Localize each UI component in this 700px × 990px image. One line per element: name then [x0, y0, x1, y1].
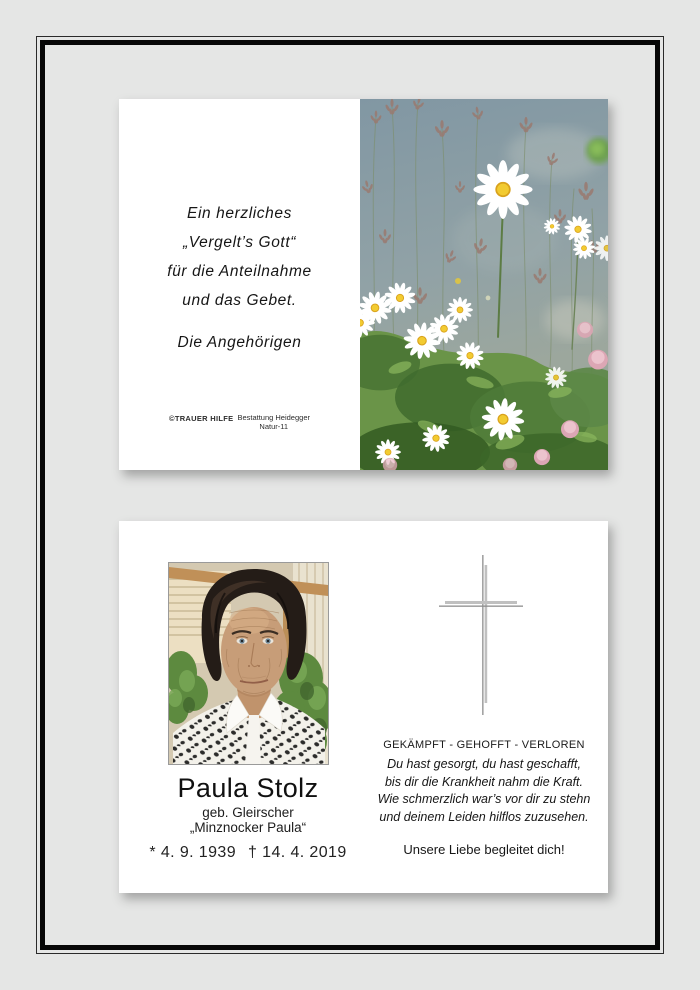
condolence-line: „Vergelt’s Gott“: [183, 234, 296, 251]
memorial-card-right-panel: [377, 521, 591, 893]
imprint-brand: ©TRAUER HILFE: [169, 413, 234, 423]
life-dates: [119, 844, 377, 862]
farewell-line: Unsere Liebe begleitet dich!: [403, 842, 565, 857]
deceased-name: Paula Stolz: [177, 773, 319, 803]
condolence-line: Ein herzliches: [187, 205, 292, 222]
daisy-meadow-photo: [360, 99, 608, 470]
family-signature: Die Angehörigen: [177, 334, 302, 351]
death-date: † 14. 4. 2019: [248, 844, 347, 861]
thank-you-card: [119, 99, 608, 470]
imprint-code: Natur-11: [259, 422, 289, 431]
memorial-poem: [377, 756, 591, 826]
thank-you-card-text-panel: [119, 99, 360, 470]
poem-line: bis dir die Krankheit nahm die Kraft.: [384, 774, 584, 789]
condolence-message: [119, 199, 360, 357]
poem-line: Wie schmerzlich war’s vor dir zu stehn: [377, 792, 591, 806]
portrait-photo: [168, 562, 329, 765]
condolence-line: für die Anteilnahme: [167, 263, 312, 280]
birth-name: geb. Gleirscher: [202, 805, 294, 820]
memorial-cross-icon: [429, 551, 539, 719]
daisy-meadow-illustration: [360, 99, 608, 470]
condolence-line: und das Gebet.: [182, 292, 297, 309]
imprint-name: Bestattung Heidegger: [237, 413, 310, 422]
nickname: „Minznocker Paula“: [189, 820, 307, 835]
birth-date: * 4. 9. 1939: [149, 844, 237, 861]
motto: GEKÄMPFT - GEHOFFT - VERLOREN: [383, 739, 585, 751]
poem-line: und deinem Leiden hilflos zuzusehen.: [379, 809, 589, 824]
portrait-illustration: [169, 563, 328, 764]
publisher-imprint: [119, 413, 360, 431]
memorial-card: [119, 521, 608, 893]
memorial-card-left-panel: [119, 521, 377, 893]
poem-line: Du hast gesorgt, du hast geschafft,: [387, 757, 581, 771]
